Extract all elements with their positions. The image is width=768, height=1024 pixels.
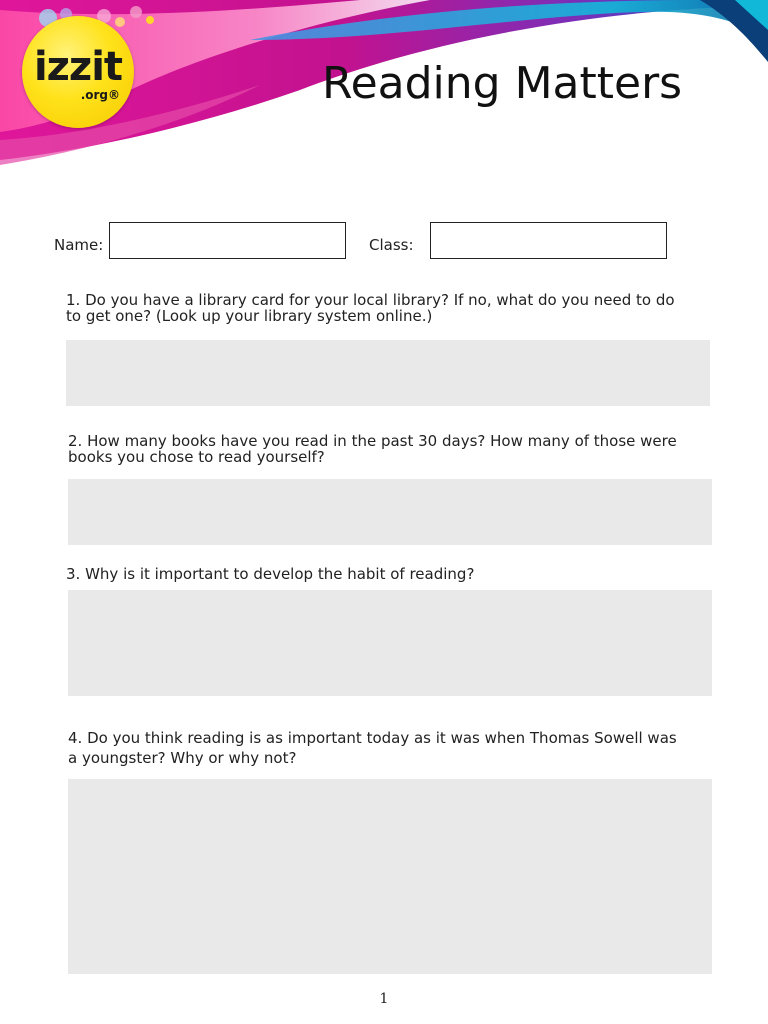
- answer-box-3[interactable]: [68, 590, 712, 696]
- question-2-line-2: books you chose to read yourself?: [68, 448, 325, 466]
- logo-text: izzit: [33, 44, 123, 90]
- question-3-line-1: 3. Why is it important to develop the habit of reading?: [66, 565, 475, 583]
- answer-box-4[interactable]: [68, 779, 712, 974]
- page-title: Reading Matters: [322, 58, 683, 109]
- class-label: Class:: [369, 236, 414, 254]
- question-4-line-2: a youngster? Why or why not?: [68, 749, 297, 767]
- answer-box-2[interactable]: [68, 479, 712, 545]
- class-field[interactable]: [430, 222, 667, 259]
- question-2-line-1: 2. How many books have you read in the past 30 days? How many of those were: [68, 432, 677, 450]
- page-number: 1: [379, 991, 389, 1007]
- name-label: Name:: [54, 236, 104, 254]
- question-4-line-1: 4. Do you think reading is as important today as it was when Thomas Sowell was: [68, 729, 677, 747]
- logo-subtext: .org®: [80, 88, 120, 102]
- name-field[interactable]: [109, 222, 346, 259]
- question-1-line-1: 1. Do you have a library card for your local library? If no, what do you need to do: [66, 291, 675, 309]
- izzit-logo[interactable]: [22, 16, 134, 128]
- answer-box-1[interactable]: [66, 340, 710, 406]
- question-1-line-2: to get one? (Look up your library system online.): [66, 307, 433, 325]
